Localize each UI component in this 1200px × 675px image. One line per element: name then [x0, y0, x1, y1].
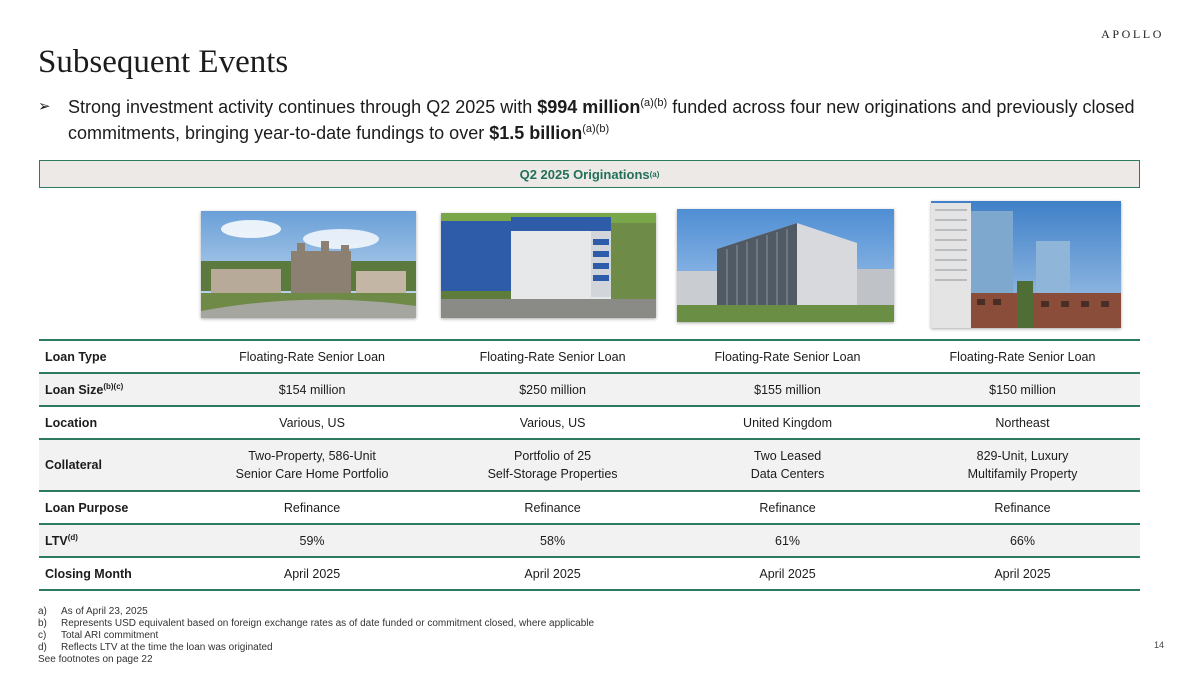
- table-cell: [189, 439, 435, 491]
- bullet-text-2: funded across four new originations and previously closed commitments, bringing year-to-date fundings to over: [68, 97, 1135, 143]
- originations-banner: [39, 160, 1140, 188]
- arrow-bullet-icon: ➢: [38, 98, 51, 115]
- cell-line: Portfolio of 25: [514, 449, 592, 463]
- row-label: [39, 524, 189, 557]
- table-cell: Refinance: [435, 491, 670, 524]
- footnote-key: b): [38, 618, 47, 629]
- apollo-logo: APOLLO: [1101, 27, 1164, 41]
- bullet-text-1: Strong investment activity continues through Q2 2025 with: [68, 97, 538, 117]
- row-label: [39, 491, 189, 524]
- row-label-text: Loan Type: [45, 349, 107, 364]
- row-label: [39, 439, 189, 491]
- row-label-text: LTV: [45, 534, 68, 549]
- table-cell: United Kingdom: [670, 406, 905, 439]
- table-row: [39, 439, 1140, 491]
- row-label-text: Loan Purpose: [45, 500, 129, 515]
- footnote-key: c): [38, 630, 47, 641]
- row-label-text: Location: [45, 415, 98, 430]
- table-cell: April 2025: [435, 557, 670, 590]
- table-cell: Floating-Rate Senior Loan: [435, 340, 670, 373]
- row-label: [39, 340, 189, 373]
- bullet-amount-1: $994 million: [537, 97, 641, 117]
- table-row: [39, 373, 1140, 406]
- row-label-text: Loan Size: [45, 383, 104, 398]
- footnote-text: Reflects LTV at the time the loan was originated: [61, 642, 273, 653]
- cell-line: Multifamily Property: [967, 467, 1078, 481]
- page-number: 14: [1153, 640, 1164, 650]
- multifamily-tower-photo: [931, 201, 1121, 328]
- table-row: [39, 524, 1140, 557]
- bullet-sup-1: (a)(b): [640, 97, 668, 109]
- row-label-text: Closing Month: [45, 566, 132, 581]
- cell-line: Self-Storage Properties: [487, 467, 618, 481]
- footnote-key: d): [38, 642, 47, 653]
- table-row: [39, 491, 1140, 524]
- cell-line: Senior Care Home Portfolio: [235, 467, 389, 481]
- table-row: [39, 340, 1140, 373]
- table-cell: Refinance: [670, 491, 905, 524]
- cell-line: Two Leased: [753, 449, 822, 463]
- footnote-item: [38, 606, 594, 618]
- table-cell: 58%: [435, 524, 670, 557]
- table-cell: $155 million: [670, 373, 905, 406]
- banner-sup: (a): [649, 169, 660, 179]
- bullet-amount-2: $1.5 billion: [489, 123, 583, 143]
- key-bullet: [38, 94, 1148, 146]
- self-storage-photo: [441, 213, 656, 318]
- cell-line: Data Centers: [750, 467, 825, 481]
- cell-line: Two-Property, 586-Unit: [248, 449, 376, 463]
- table-cell: Various, US: [189, 406, 435, 439]
- table-cell: April 2025: [905, 557, 1140, 590]
- page-title: Subsequent Events: [38, 44, 289, 80]
- footnotes: [38, 606, 594, 666]
- table-cell: 61%: [670, 524, 905, 557]
- footnote-item: [38, 642, 594, 654]
- banner-label: Q2 2025 Originations: [519, 166, 650, 182]
- table-cell: $250 million: [435, 373, 670, 406]
- table-cell: $154 million: [189, 373, 435, 406]
- table-cell: Northeast: [905, 406, 1140, 439]
- table-cell: Floating-Rate Senior Loan: [189, 340, 435, 373]
- row-label-sup: (b)(c): [103, 381, 124, 391]
- row-label-sup: (d): [67, 532, 78, 542]
- row-label: [39, 406, 189, 439]
- senior-care-home-photo: [201, 211, 416, 318]
- table-cell: Floating-Rate Senior Loan: [905, 340, 1140, 373]
- table-cell: Floating-Rate Senior Loan: [670, 340, 905, 373]
- footnote-text: Represents USD equivalent based on foreign exchange rates as of date funded or commitment closed, where applicable: [61, 618, 595, 629]
- table-cell: [670, 439, 905, 491]
- table-cell: Refinance: [905, 491, 1140, 524]
- data-center-photo: [677, 209, 894, 322]
- table-cell: 59%: [189, 524, 435, 557]
- row-label-text: Collateral: [45, 458, 102, 472]
- table-cell: April 2025: [670, 557, 905, 590]
- table-cell: April 2025: [189, 557, 435, 590]
- row-label: [39, 557, 189, 590]
- footnote-item: [38, 630, 594, 642]
- see-footnotes: See footnotes on page 22: [38, 654, 153, 665]
- footnote-key: a): [38, 606, 47, 617]
- footnote-item: [38, 618, 594, 630]
- footnote-text: As of April 23, 2025: [61, 606, 148, 617]
- row-label: [39, 373, 189, 406]
- cell-line: 829-Unit, Luxury: [976, 449, 1069, 463]
- table-cell: Various, US: [435, 406, 670, 439]
- table-cell: [905, 439, 1140, 491]
- table-cell: [435, 439, 670, 491]
- footnote-text: Total ARI commitment: [61, 630, 159, 641]
- table-cell: 66%: [905, 524, 1140, 557]
- table-row: [39, 557, 1140, 590]
- table-cell: Refinance: [189, 491, 435, 524]
- originations-table: [39, 339, 1140, 591]
- table-row: [39, 406, 1140, 439]
- table-cell: $150 million: [905, 373, 1140, 406]
- bullet-sup-2: (a)(b): [582, 123, 610, 135]
